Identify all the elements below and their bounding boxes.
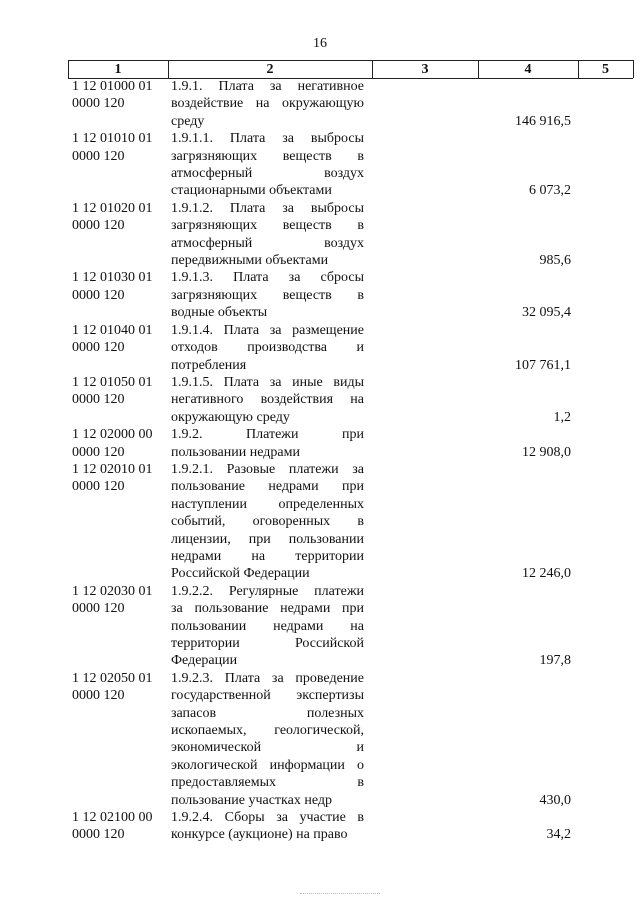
header-col-2: 2 <box>266 62 274 77</box>
item-name-line: 1.9.1.5. Плата за иные виды <box>171 374 364 390</box>
table-body <box>0 78 640 844</box>
item-name-line: территории Российской <box>171 636 364 651</box>
amount: 985,6 <box>539 253 571 269</box>
item-name-line: недрами на территории <box>171 548 364 564</box>
amount: 34,2 <box>546 827 571 843</box>
item-name-line: конкурсе (аукционе) на право <box>171 827 348 843</box>
table-header <box>68 60 633 79</box>
item-name <box>171 269 364 321</box>
item-name-line: пользовании недрами на <box>171 618 364 634</box>
budget-code: 1 12 02010 01 0000 120 <box>72 461 153 495</box>
item-name-line: 1.9.2. Платежи при <box>171 427 364 443</box>
item-name-line: 1.9.1.3. Плата за сбросы <box>171 270 364 286</box>
amount: 12 246,0 <box>522 566 571 582</box>
table-row <box>0 426 640 461</box>
budget-code: 1 12 01010 01 0000 120 <box>72 131 153 164</box>
item-name-line: 1.9.1.2. Плата за выбросы <box>171 200 364 216</box>
item-name-line: окружающую среду <box>171 409 290 425</box>
amount: 1,2 <box>553 409 571 425</box>
item-name <box>171 461 364 583</box>
header-col-3: 3 <box>421 62 429 77</box>
table-row <box>0 809 640 844</box>
table-row <box>0 130 640 200</box>
amount: 32 095,4 <box>522 305 571 321</box>
item-name-line: 1.9.1.4. Плата за размещение <box>171 322 364 338</box>
table-row <box>0 322 640 374</box>
item-name-line: ископаемых, геологической, <box>171 723 364 739</box>
item-name-line: за пользование недрами при <box>171 601 364 617</box>
table-row <box>0 269 640 321</box>
item-name <box>171 809 364 844</box>
header-col-1: 1 <box>114 62 122 77</box>
budget-code: 1 12 01020 01 0000 120 <box>72 200 153 234</box>
item-name <box>171 200 364 270</box>
item-name-line: загрязняющих веществ в <box>171 287 364 303</box>
item-name-line: предоставляемых в <box>171 775 364 791</box>
item-name-line: государственной экспертизы <box>171 688 364 704</box>
table-row <box>0 670 640 809</box>
item-name-line: отходов производства и <box>171 340 364 356</box>
item-name-line: пользование участках недр <box>171 792 332 808</box>
item-name-line: 1.9.2.4. Сборы за участие в <box>171 810 364 826</box>
item-name-line: негативного воздействия на <box>171 392 364 408</box>
amount: 146 916,5 <box>515 113 571 129</box>
table-row <box>0 374 640 426</box>
budget-code: 1 12 02100 00 0000 120 <box>72 810 153 843</box>
item-name-line: среду <box>171 113 205 129</box>
page-number: 16 <box>313 36 327 51</box>
amount: 197,8 <box>539 653 571 669</box>
item-name-line: запасов полезных <box>171 705 364 721</box>
item-name-line: событий, оговоренных в <box>171 514 364 530</box>
budget-code: 1 12 01050 01 0000 120 <box>72 374 153 408</box>
item-name-line: пользование недрами при <box>171 479 364 495</box>
item-name-line: экономической и <box>171 740 364 756</box>
item-name-line: потребления <box>171 357 247 373</box>
item-name-line: воздействие на окружающую <box>171 96 364 112</box>
budget-code: 1 12 01030 01 0000 120 <box>72 270 153 303</box>
amount: 430,0 <box>539 792 571 808</box>
item-name <box>171 670 364 809</box>
budget-code: 1 12 02000 00 0000 120 <box>72 427 153 460</box>
item-name-line: 1.9.2.2. Регулярные платежи <box>171 583 364 599</box>
table-row <box>0 583 640 670</box>
budget-code: 1 12 02050 01 0000 120 <box>72 670 153 704</box>
amount: 6 073,2 <box>529 183 571 199</box>
item-name-line: передвижными объектами <box>171 253 329 269</box>
item-name-line: загрязняющих веществ в <box>171 148 364 164</box>
header-divider <box>478 60 479 78</box>
header-divider <box>168 60 169 78</box>
item-name <box>171 322 364 374</box>
budget-code: 1 12 01040 01 0000 120 <box>72 322 153 356</box>
item-name <box>171 130 364 200</box>
header-divider <box>68 60 69 78</box>
table-row <box>0 200 640 270</box>
item-name-line: экологической информации о <box>171 757 364 773</box>
item-name-line: пользовании недрами <box>171 444 300 460</box>
item-name-line: стационарными объектами <box>171 183 332 199</box>
amount: 12 908,0 <box>522 444 571 460</box>
item-name-line: 1.9.2.3. Плата за проведение <box>171 670 364 686</box>
item-name-line: Федерации <box>171 653 238 669</box>
item-name-line: атмосферный воздух <box>171 166 364 182</box>
budget-code: 1 12 01000 01 0000 120 <box>72 79 153 112</box>
item-name-line: атмосферный воздух <box>171 235 364 251</box>
item-name-line: 1.9.1. Плата за негативное <box>171 79 364 94</box>
item-name <box>171 374 364 426</box>
item-name <box>171 78 364 130</box>
item-name-line: 1.9.1.1. Плата за выбросы <box>171 131 364 147</box>
page-footer-mark <box>300 893 380 897</box>
header-divider <box>633 60 634 78</box>
item-name-line: водные объекты <box>171 305 268 321</box>
header-col-4: 4 <box>524 62 532 77</box>
header-col-5: 5 <box>602 62 609 77</box>
table-row <box>0 461 640 583</box>
item-name <box>171 426 364 461</box>
item-name-line: наступлении определенных <box>171 496 364 512</box>
header-divider <box>578 60 579 78</box>
amount: 107 761,1 <box>515 357 571 373</box>
item-name-line: Российской Федерации <box>171 566 310 582</box>
item-name <box>171 583 364 670</box>
item-name-line: 1.9.2.1. Разовые платежи за <box>171 461 364 477</box>
table-row <box>0 78 640 130</box>
item-name-line: загрязняющих веществ в <box>171 218 364 234</box>
header-divider <box>372 60 373 78</box>
budget-code: 1 12 02030 01 0000 120 <box>72 583 153 617</box>
item-name-line: лицензии, при пользовании <box>171 531 364 547</box>
